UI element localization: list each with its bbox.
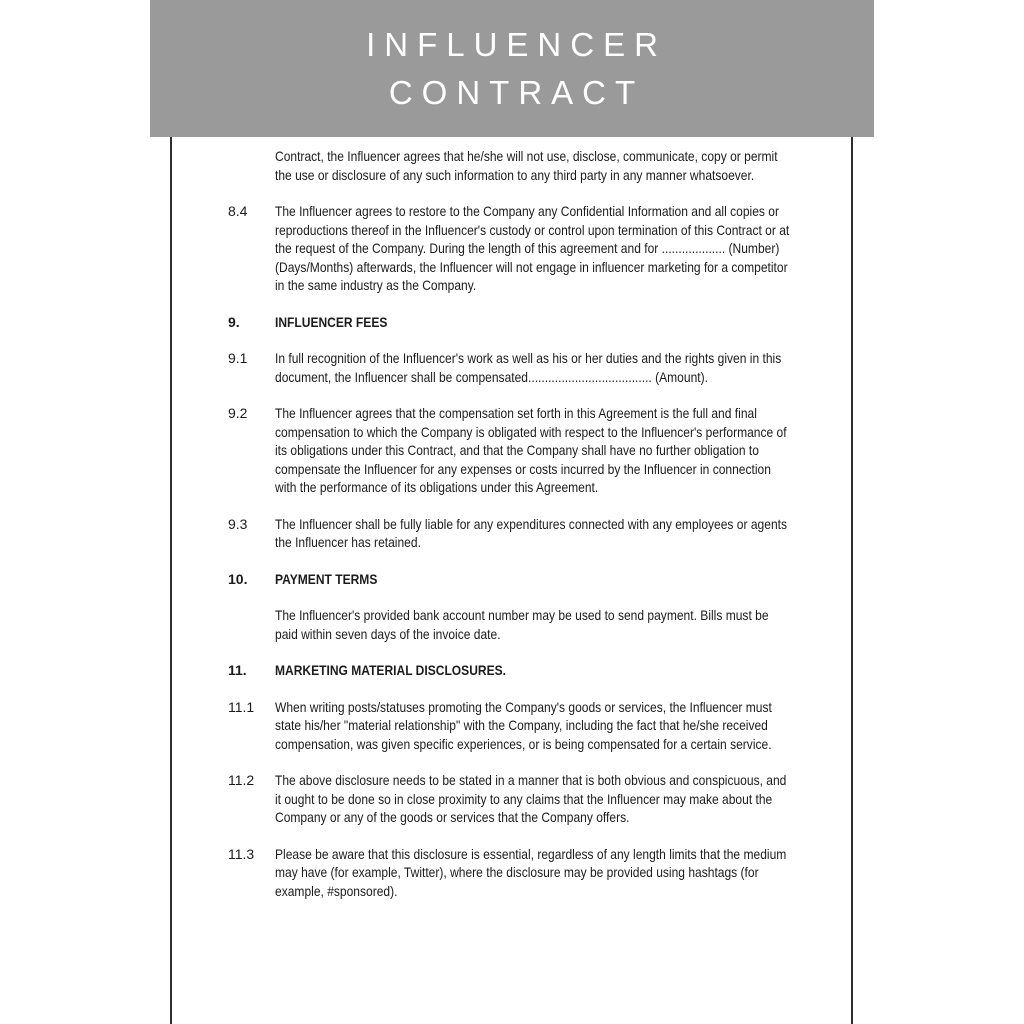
- clause-text: Contract, the Influencer agrees that he/she will not use, disclose, communicate, copy or permit the use or disclosure of any such information to any third party in any manner whatsoever.: [275, 148, 778, 183]
- clause-text: The Influencer's provided bank account number may be used to send payment. Bills must be paid within seven days of the invoice date.: [275, 607, 769, 642]
- document-page: [170, 137, 853, 1024]
- clause-number: 9.2: [228, 405, 248, 421]
- clause-text: When writing posts/statuses promoting the Company's goods or services, the Influencer must state his/her "material relationship" with the Company, including the fact that he/she received compensation, was given specific experiences, or is being compensated for a certain service.: [275, 698, 772, 752]
- clause-number: 9.1: [228, 350, 248, 366]
- document-title-line1: INFLUENCER: [366, 25, 667, 63]
- clause-number: 8.4: [228, 203, 248, 219]
- contract-clause: [228, 515, 851, 552]
- contract-clause: [228, 349, 851, 386]
- header-banner: [150, 0, 874, 137]
- document-title-line2: CONTRACT: [388, 73, 645, 111]
- contract-clause: [228, 202, 851, 295]
- clause-text: The Influencer agrees that the compensation set forth in this Agreement is the full and final compensation to which the Company is obligated with respect to the Influencer's performance of its obligations under this Contract, and that the Company shall have no further obligation to compensate the Influencer for any expenses or costs incurred by the Influencer in connection with the performance of its obligations under this Agreement.: [275, 405, 787, 495]
- clause-text: The above disclosure needs to be stated in a manner that is both obvious and conspicuous, and it ought to be done so in close proximity to any claims that the Influencer may make about the Company or any of the goods or services that the Company offers.: [275, 772, 787, 825]
- clause-number: 11.1: [228, 698, 255, 715]
- contract-clause: [228, 147, 851, 184]
- clause-text: INFLUENCER FEES: [275, 313, 388, 330]
- clause-text: PAYMENT TERMS: [275, 570, 378, 587]
- contract-clause: [228, 606, 851, 643]
- section-heading: [228, 570, 851, 589]
- contract-clause: [228, 845, 851, 901]
- clause-number: 11.: [228, 662, 247, 678]
- clause-number: 9.: [228, 313, 240, 330]
- clause-number: 10.: [228, 570, 248, 587]
- contract-clause: [228, 698, 851, 754]
- clause-number: 9.3: [228, 515, 248, 532]
- document-body: [172, 137, 851, 900]
- clause-text: MARKETING MATERIAL DISCLOSURES.: [275, 662, 507, 678]
- clause-number: 11.2: [228, 772, 255, 788]
- clause-text: The Influencer shall be fully liable for any expenditures connected with any employees or agents the Influencer has retained.: [275, 515, 788, 550]
- contract-clause: [228, 771, 851, 827]
- contract-clause: [228, 404, 851, 497]
- section-heading: [228, 661, 851, 680]
- clause-text: The Influencer agrees to restore to the Company any Confidential Information and all copies or reproductions thereof in the Influencer's custody or control upon termination of this Contract or at the request of the Company. During the length of this agreement and for ................... (Number) (Days/Months) afterwards, the Influencer will not engage in influencer marketing for a competitor in the same industry as the Company.: [275, 203, 790, 293]
- clause-text: Please be aware that this disclosure is essential, regardless of any length limits that the medium may have (for example, Twitter), where the disclosure may be provided using hashtags (for example, #sponsored).: [275, 845, 787, 899]
- clause-text: In full recognition of the Influencer's work as well as his or her duties and the rights given in this document, the Influencer shall be compensated..................................... (Amount).: [275, 350, 782, 385]
- section-heading: [228, 313, 851, 332]
- clause-number: 11.3: [228, 845, 255, 862]
